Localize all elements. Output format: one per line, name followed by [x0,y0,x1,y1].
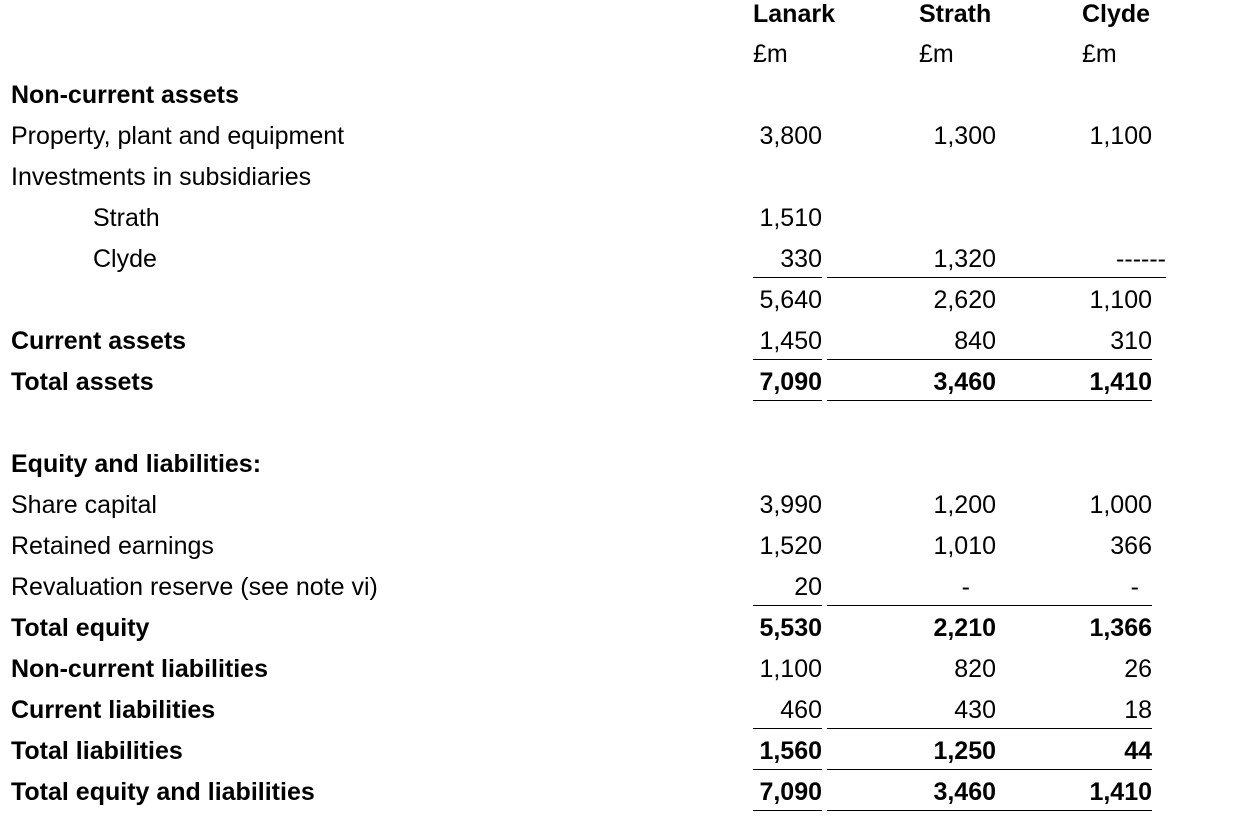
value-lanark: 5,640 [759,286,822,314]
row-label: Non-current liabilities [11,655,268,683]
value-clyde: ------ [1116,245,1166,273]
value-strath: 1,300 [933,122,996,150]
unit-strath: £m [919,40,954,68]
value-clyde: 366 [1110,532,1152,560]
value-clyde: 18 [1124,696,1152,724]
value-lanark: 5,530 [759,614,822,642]
unit-lanark: £m [753,40,788,68]
value-lanark: 20 [794,573,822,601]
value-lanark: 460 [780,696,822,724]
unit-clyde: £m [1082,40,1117,68]
row-label: Current liabilities [11,696,216,724]
value-clyde: 1,366 [1089,614,1152,642]
value-clyde: 44 [1124,737,1152,765]
value-strath: 2,620 [933,286,996,314]
underline-divider [753,605,822,606]
value-clyde: 26 [1124,655,1152,683]
table-row-total-equity-liabilities [0,772,1238,813]
underline-divider [753,769,822,770]
table-row-ppe [0,116,1238,157]
value-lanark: 1,450 [759,327,822,355]
value-lanark: 7,090 [759,778,822,806]
row-label: Revaluation reserve (see note vi) [11,573,378,601]
value-strath: 1,200 [933,491,996,519]
section-heading-equity-liabilities [0,444,1238,485]
row-label: Total equity [11,614,150,642]
value-lanark: 3,800 [759,122,822,150]
value-lanark: 330 [780,245,822,273]
table-row-investments [0,157,1238,198]
table-row-current-liabilities [0,690,1238,731]
table-row-retained-earnings [0,526,1238,567]
value-lanark: 1,520 [759,532,822,560]
underline-divider [827,810,996,811]
table-row-total-equity [0,608,1238,649]
underline-divider [827,359,996,360]
underline-divider [753,277,822,278]
row-label: Total equity and liabilities [11,778,315,806]
underline-divider [996,810,1152,811]
value-strath: 1,250 [933,737,996,765]
row-label: Property, plant and equipment [11,122,345,150]
underline-divider [996,400,1152,401]
row-label: Investments in subsidiaries [11,163,312,191]
value-lanark: 1,100 [759,655,822,683]
value-clyde: 1,000 [1089,491,1152,519]
col-header-clyde: Clyde [1082,0,1151,28]
table-row-current-assets [0,321,1238,362]
underline-divider [996,277,1166,278]
table-row-investment-clyde [0,239,1238,280]
value-clyde: - [1130,573,1139,601]
row-label: Total liabilities [11,737,183,765]
value-strath: 430 [954,696,996,724]
row-label: Current assets [11,327,187,355]
value-lanark: 3,990 [759,491,822,519]
value-clyde: 1,100 [1089,286,1152,314]
col-header-lanark: Lanark [753,0,835,28]
table-row-investment-strath [0,198,1238,239]
value-strath: - [961,573,970,601]
table-row-total-liabilities [0,731,1238,772]
underline-divider [827,277,996,278]
value-clyde: 1,410 [1089,368,1152,396]
value-strath: 2,210 [933,614,996,642]
underline-divider [753,400,822,401]
value-strath: 1,010 [933,532,996,560]
underline-divider [827,769,996,770]
col-header-strath: Strath [919,0,992,28]
table-row-revaluation-reserve [0,567,1238,608]
table-row-share-capital [0,485,1238,526]
value-strath: 3,460 [933,778,996,806]
underline-divider [827,400,996,401]
table-row-non-current-subtotal [0,280,1238,321]
value-clyde: 1,100 [1089,122,1152,150]
underline-divider [996,359,1152,360]
underline-divider [827,728,996,729]
header-company-row [0,0,1238,35]
value-clyde: 310 [1110,327,1152,355]
row-label: Equity and liabilities: [11,450,262,478]
row-label: Strath [93,204,160,232]
table-row-total-assets [0,362,1238,403]
row-label: Non-current assets [11,81,239,109]
row-label: Retained earnings [11,532,214,560]
value-clyde: 1,410 [1089,778,1152,806]
header-units-row [0,34,1238,75]
underline-divider [753,728,822,729]
value-lanark: 1,510 [759,204,822,232]
value-lanark: 1,560 [759,737,822,765]
value-lanark: 7,090 [759,368,822,396]
value-strath: 1,320 [933,245,996,273]
underline-divider [753,359,822,360]
value-strath: 820 [954,655,996,683]
underline-divider [827,605,996,606]
row-label: Share capital [11,491,157,519]
value-strath: 3,460 [933,368,996,396]
row-label: Clyde [93,245,157,273]
row-label: Total assets [11,368,154,396]
table-row-non-current-liabilities [0,649,1238,690]
section-heading-non-current-assets [0,75,1238,116]
underline-divider [753,810,822,811]
underline-divider [996,728,1152,729]
underline-divider [996,605,1152,606]
value-strath: 840 [954,327,996,355]
underline-divider [996,769,1152,770]
